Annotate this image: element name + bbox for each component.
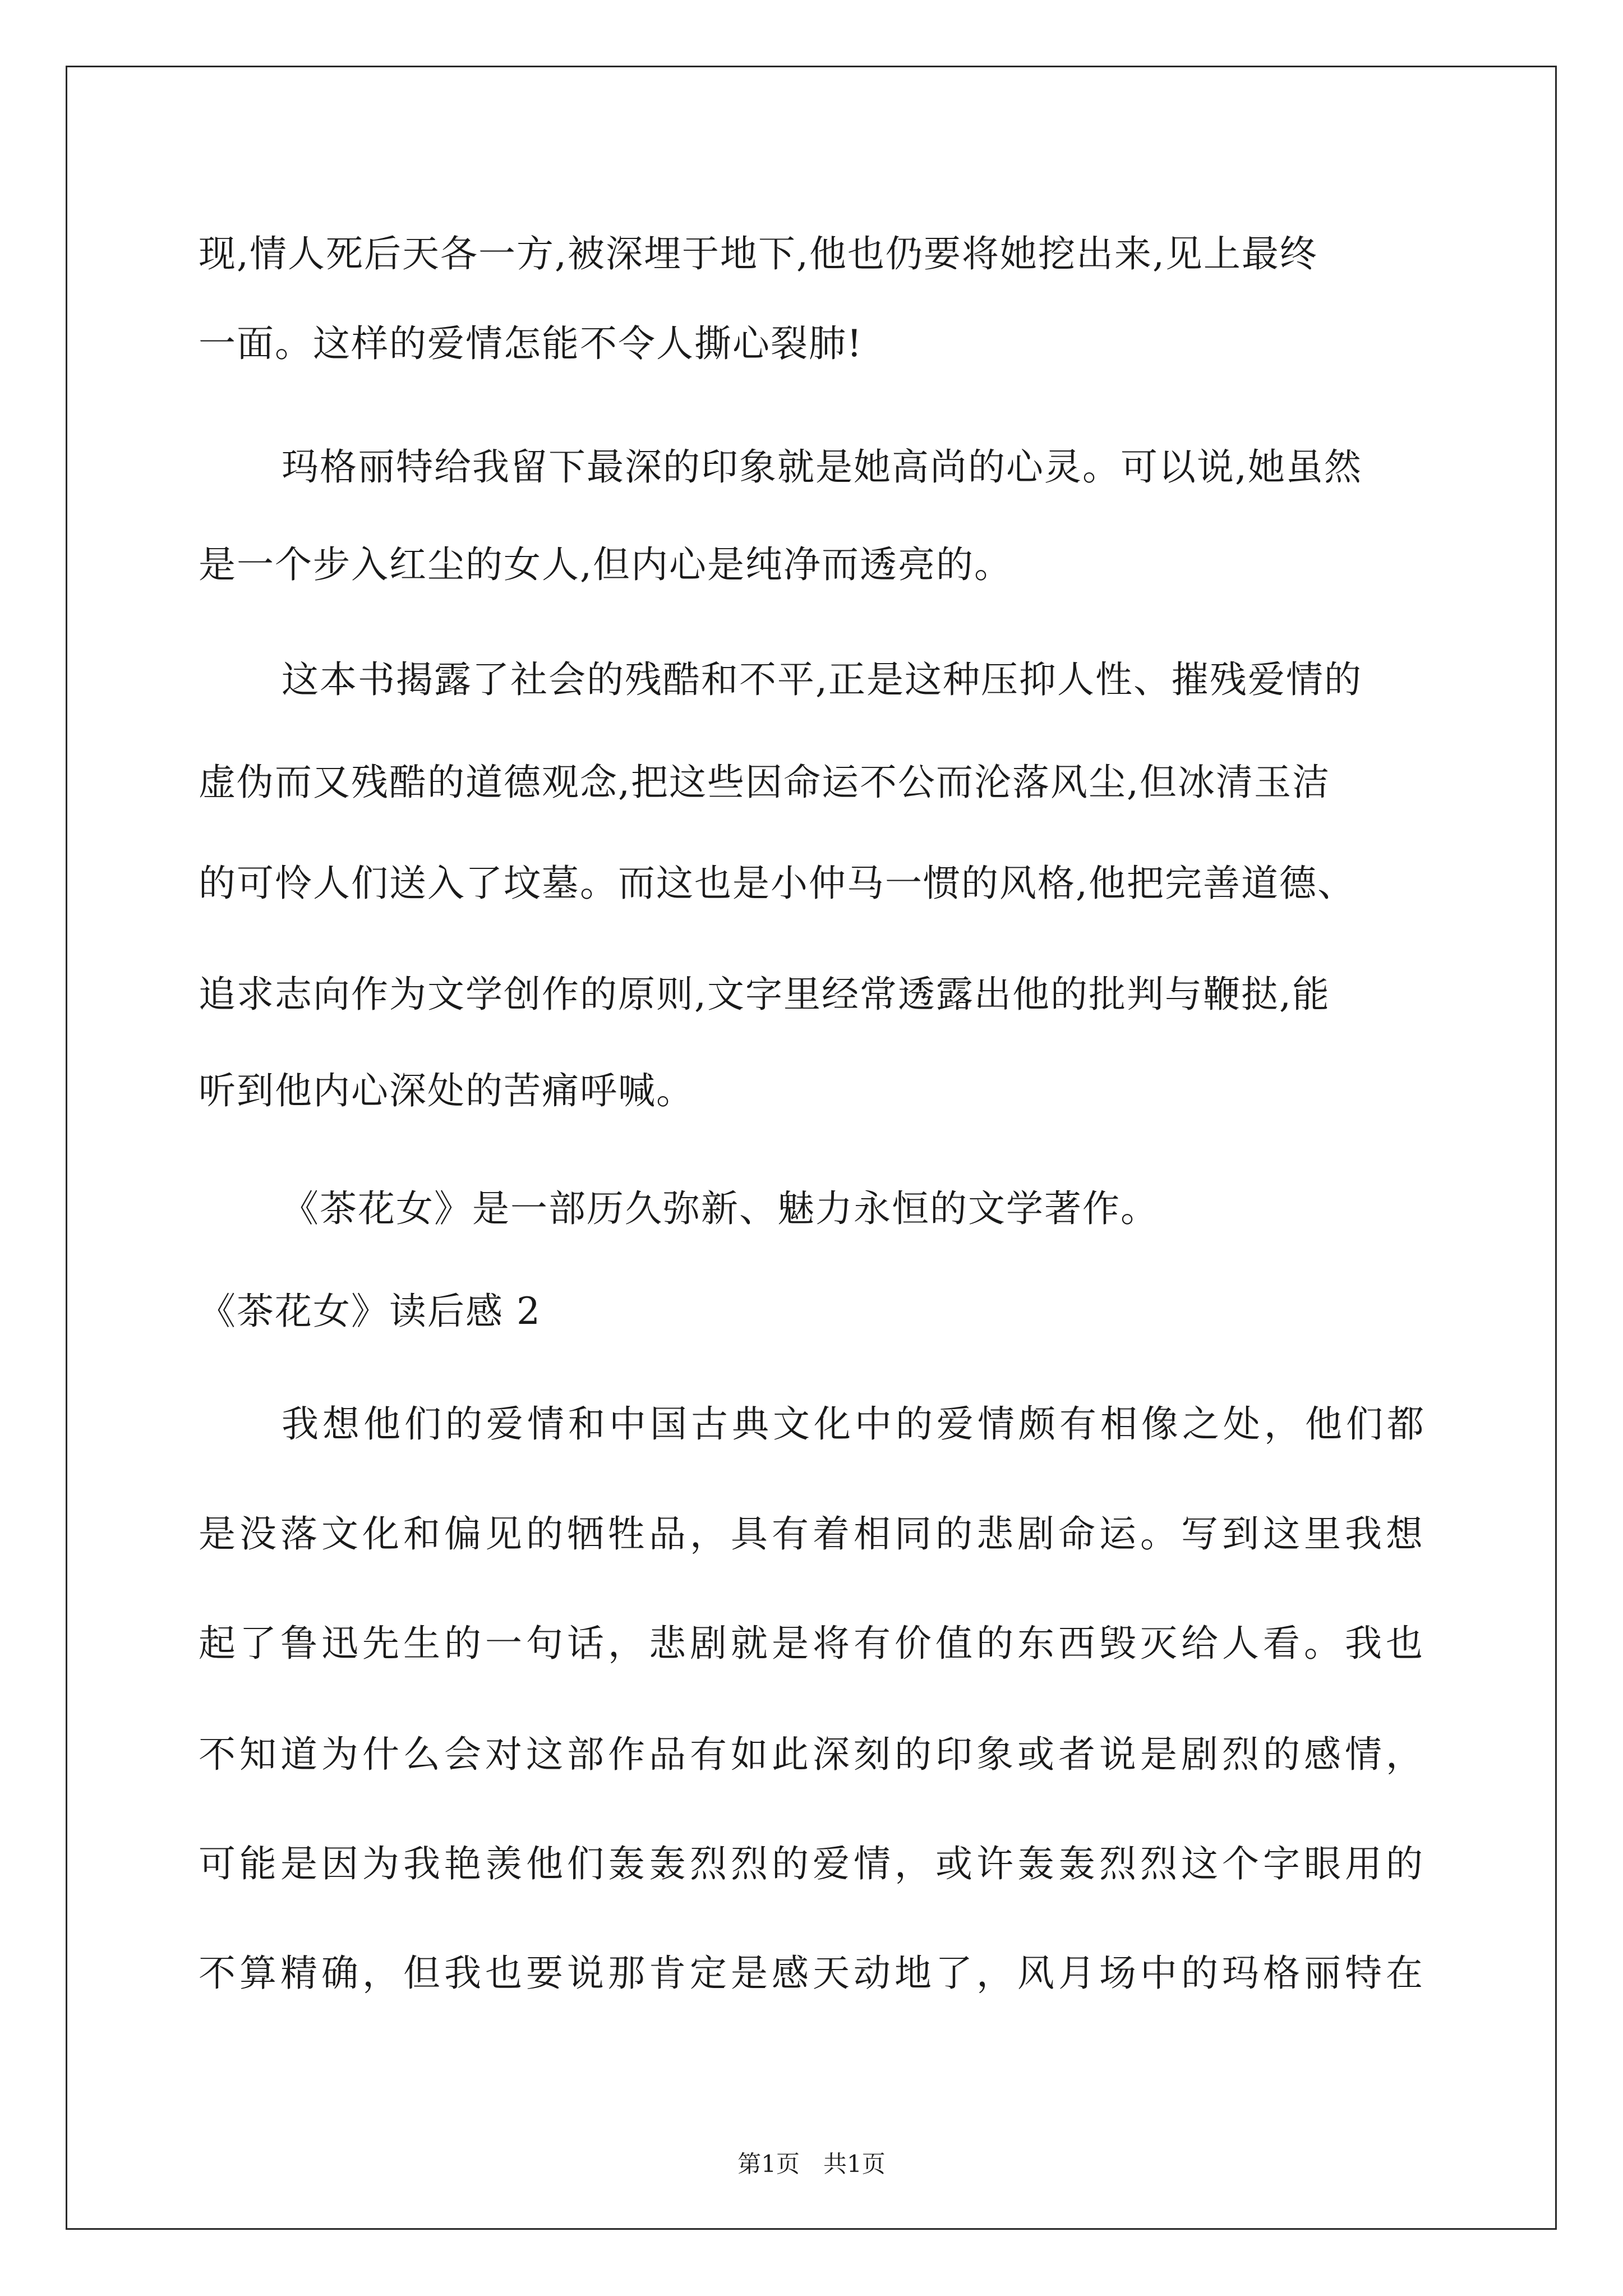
paragraph-4-line-1: 《茶花女》是一部历久弥新、魅力永恒的文学著作。 <box>282 1187 1159 1230</box>
paragraph-5-line-3: 起了鲁迅先生的一句话，悲剧就是将有价值的东西毁灭给人看。我也 <box>199 1622 1427 1665</box>
paragraph-2-line-1: 玛格丽特给我留下最深的印象就是她高尚的心灵。可以说,她虽然 <box>282 445 1362 489</box>
paragraph-2-line-2: 是一个步入红尘的女人,但内心是纯净而透亮的。 <box>199 543 1012 586</box>
paragraph-3-line-5: 听到他内心深处的苦痛呼喊。 <box>199 1069 694 1112</box>
paragraph-5-line-2: 是没落文化和偏见的牺牲品，具有着相同的悲剧命运。写到这里我想 <box>199 1512 1427 1556</box>
paragraph-1-line-1: 现,情人死后天各一方,被深埋于地下,他也仍要将她挖出来,见上最终 <box>199 232 1318 275</box>
paragraph-5-line-5: 可能是因为我艳羡他们轰轰烈烈的爱情，或许轰轰烈烈这个字眼用的 <box>199 1842 1427 1885</box>
paragraph-3-line-3: 的可怜人们送入了坟墓。而这也是小仲马一惯的风格,他把完善道德、 <box>199 862 1355 905</box>
paragraph-1-line-2: 一面。这样的爱情怎能不令人撕心裂肺! <box>199 322 863 365</box>
section-heading: 《茶花女》读后感 2 <box>199 1290 541 1333</box>
paragraph-5-line-4: 不知道为什么会对这部作品有如此深刻的印象或者说是剧烈的感情， <box>199 1733 1427 1776</box>
paragraph-5-line-6: 不算精确，但我也要说那肯定是感天动地了，风月场中的玛格丽特在 <box>199 1952 1427 1995</box>
page-frame <box>66 66 1557 2230</box>
paragraph-5-line-1: 我想他们的爱情和中国古典文化中的爱情颇有相像之处，他们都 <box>282 1402 1428 1446</box>
paragraph-3-line-1: 这本书揭露了社会的残酷和不平,正是这种压抑人性、摧残爱情的 <box>282 658 1362 701</box>
page-footer: 第1页 共1页 <box>737 2150 886 2178</box>
paragraph-3-line-4: 追求志向作为文学创作的原则,文字里经常透露出他的批判与鞭挞,能 <box>199 973 1330 1016</box>
paragraph-3-line-2: 虚伪而又残酷的道德观念,把这些因命运不公而沦落风尘,但冰清玉洁 <box>199 761 1330 804</box>
